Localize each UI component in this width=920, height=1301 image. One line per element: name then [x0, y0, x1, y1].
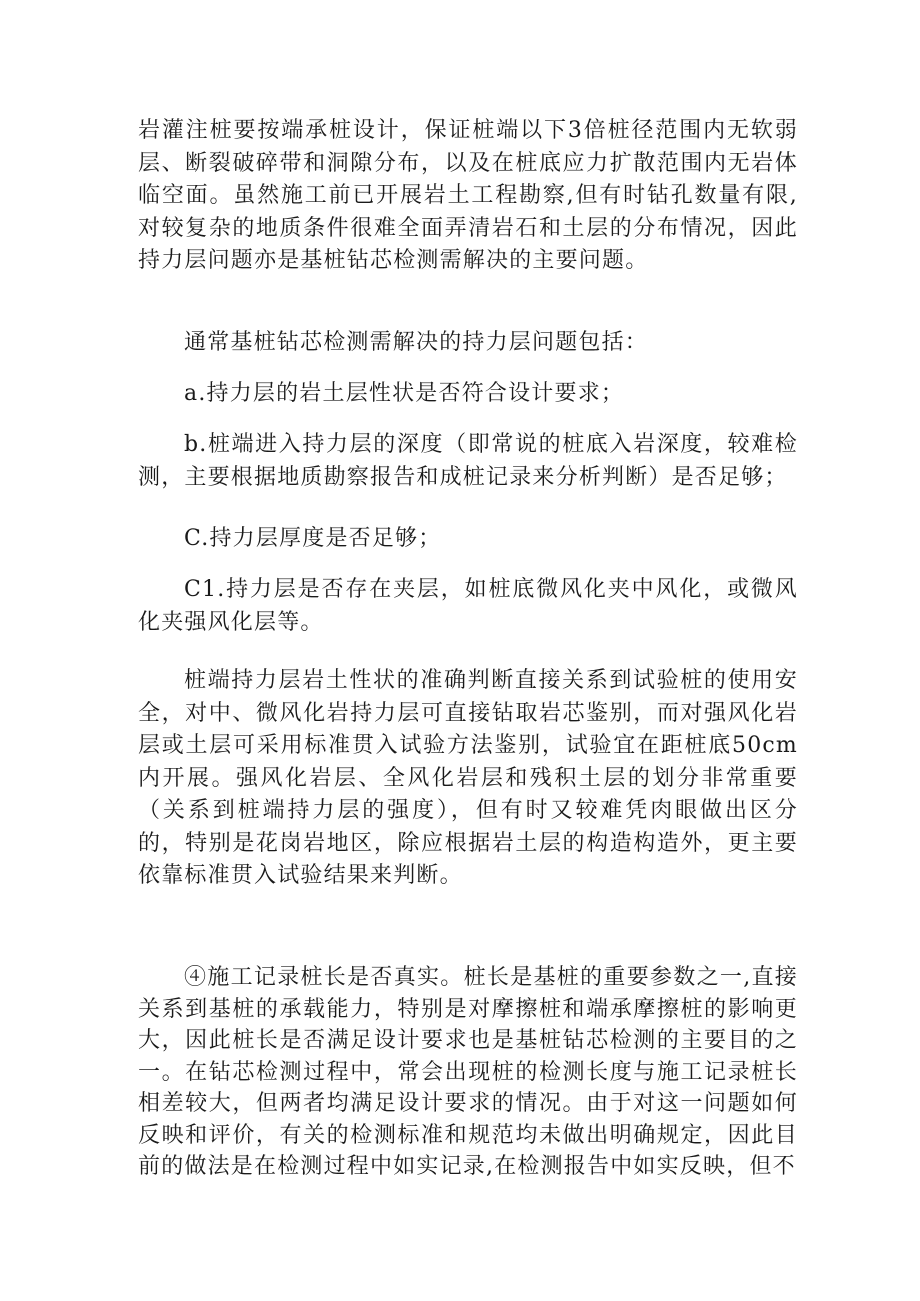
paragraph-bearing-layer-intro: 岩灌注桩要按端承桩设计，保证桩端以下3倍桩径范围内无软弱层、断裂破碎带和洞隙分布，以及在桩底应力扩散范围内无岩体临空面。虽然施工前已开展岩土工程勘察,但有时钻孔数量有限,对较复杂的地质条件很难全面弄清岩石和土层的分布情况，因此持力层问题亦是基桩钻芯检测需解决的主要问题。: [138, 118, 798, 273]
paragraph-item-a: a.持力层的岩土层性状是否符合设计要求；: [184, 381, 625, 406]
paragraph-bearing-layer-judgment: 桩端持力层岩土性状的准确判断直接关系到试验桩的使用安全，对中、微风化岩持力层可直接钻取岩芯鉴别，而对强风化岩层或土层可采用标准贯入试验方法鉴别，试验宜在距桩底50cm内开展。强风化岩层、全风化岩层和残积土层的划分非常重要（关系到桩端持力层的强度），但有时又较难凭肉眼做出区分的，特别是花岗岩地区，除应根据岩土层的构造构造外，更主要依靠标准贯入试验结果来判断。: [138, 668, 798, 888]
paragraph-item-c1: C1.持力层是否存在夹层，如桩底微风化夹中风化，或微风化夹强风化层等。: [138, 577, 798, 635]
paragraph-item-c: C.持力层厚度是否足够；: [184, 526, 442, 551]
paragraph-pile-length-record: ④施工记录桩长是否真实。桩长是基桩的重要参数之一,直接关系到基桩的承载能力，特别是对摩擦桩和端承摩擦桩的影响更大，因此桩长是否满足设计要求也是基桩钻芯检测的主要目的之一。在钻芯检测过程中，常会出现桩的检测长度与施工记录桩长相差较大，但两者均满足设计要求的情况。由于对这一问题如何反映和评价，有关的检测标准和规范均未做出明确规定，因此目前的做法是在检测过程中如实记录,在检测报告中如实反映，但不: [138, 965, 798, 1179]
paragraph-bearing-layer-issues-heading: 通常基桩钻芯检测需解决的持力层问题包括：: [184, 330, 649, 355]
paragraph-item-b: b.桩端进入持力层的深度（即常说的桩底入岩深度，较难检测，主要根据地质勘察报告和成桩记录来分析判断）是否足够；: [138, 432, 798, 490]
